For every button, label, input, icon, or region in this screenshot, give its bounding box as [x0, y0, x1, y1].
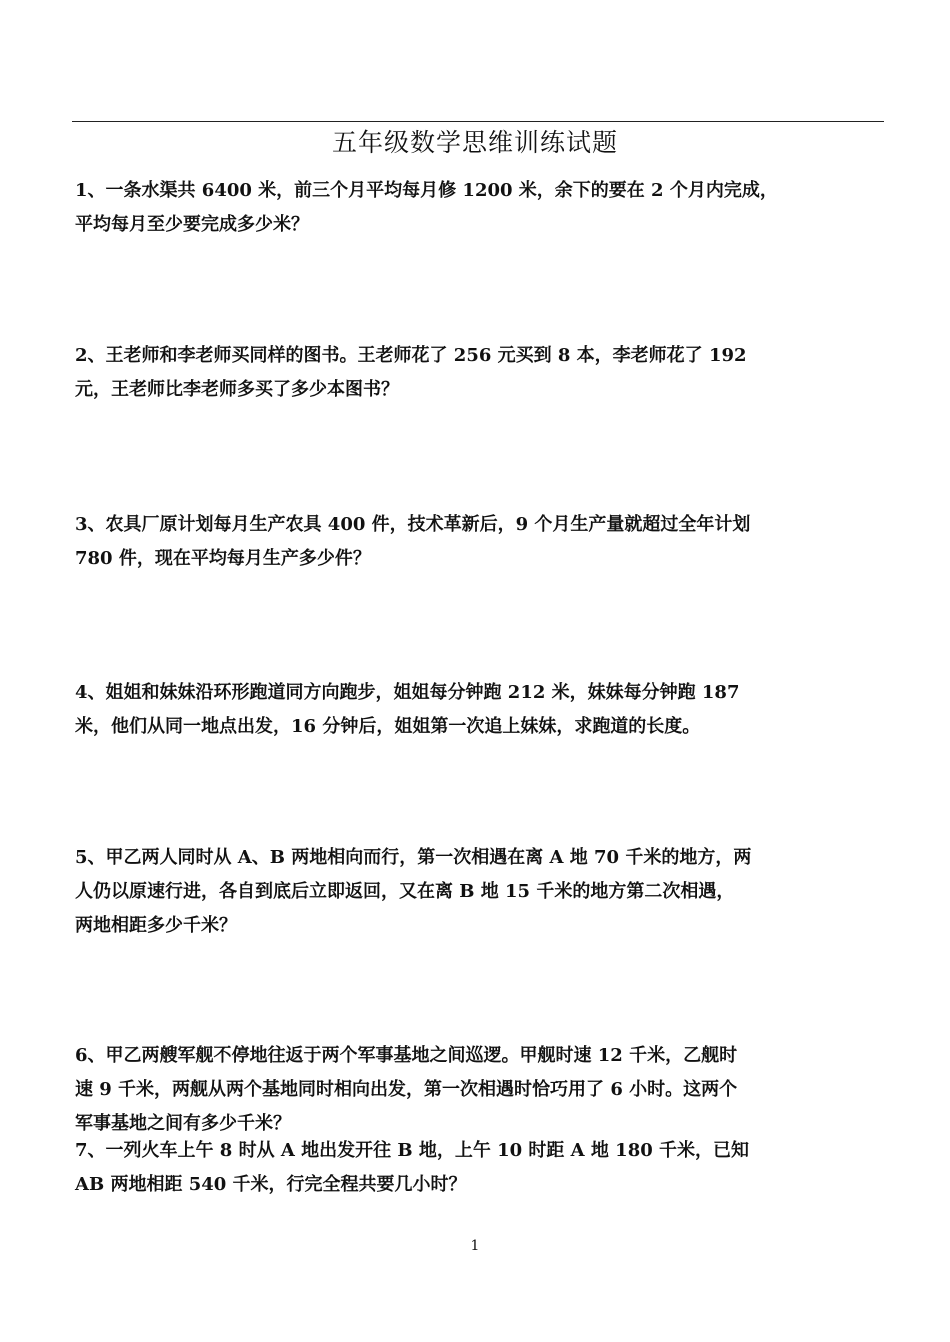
page-number: 1 — [470, 1238, 480, 1254]
problem-line: 元，王老师比李老师多买了多少本图书？ — [75, 379, 399, 400]
problem-line: 速 9 千米，两舰从两个基地同时相向出发，第一次相遇时恰巧用了 6 小时。这两个 — [75, 1079, 738, 1100]
problem-line: 4、姐姐和妹妹沿环形跑道同方向跑步，姐姐每分钟跑 212 米，妹妹每分钟跑 187 — [75, 682, 740, 703]
problem-line: AB 两地相距 540 千米，行完全程共要几小时？ — [75, 1174, 467, 1195]
problem-line: 3、农具厂原计划每月生产农具 400 件，技术革新后，9 个月生产量就超过全年计划 — [75, 514, 751, 535]
problem-2 — [75, 339, 880, 407]
problem-3 — [75, 508, 880, 576]
problem-line: 780 件，现在平均每月生产多少件？ — [75, 548, 371, 569]
problem-line: 1、一条水渠共 6400 米，前三个月平均每月修 1200 米，余下的要在 2 个月内完成， — [75, 180, 778, 201]
problem-6 — [75, 1039, 880, 1141]
problem-4 — [75, 676, 880, 744]
problem-line: 6、甲乙两艘军舰不停地往返于两个军事基地之间巡逻。甲舰时速 12 千米，乙舰时 — [75, 1045, 738, 1066]
problem-5 — [75, 841, 880, 943]
page-title: 五年级数学思维训练试题 — [331, 128, 618, 157]
problem-7 — [75, 1134, 880, 1202]
problem-line: 7、一列火车上午 8 时从 A 地出发开往 B 地，上午 10 时距 A 地 180 千米，已知 — [75, 1140, 750, 1161]
problem-line: 2、王老师和李老师买同样的图书。王老师花了 256 元买到 8 本，李老师花了 192 — [75, 345, 747, 366]
header-rule — [72, 121, 884, 122]
problem-line: 两地相距多少千米？ — [75, 915, 237, 936]
problem-line: 5、甲乙两人同时从 A、B 两地相向而行，第一次相遇在离 A 地 70 千米的地方，两 — [75, 847, 752, 868]
problem-line: 平均每月至少要完成多少米？ — [75, 214, 309, 235]
problem-line: 人仍以原速行进，各自到底后立即返回，又在离 B 地 15 千米的地方第二次相遇， — [75, 881, 735, 902]
problem-line: 米，他们从同一地点出发，16 分钟后，姐姐第一次追上妹妹，求跑道的长度。 — [75, 716, 701, 737]
problem-line: 军事基地之间有多少千米？ — [75, 1113, 291, 1134]
problem-1 — [75, 174, 880, 242]
